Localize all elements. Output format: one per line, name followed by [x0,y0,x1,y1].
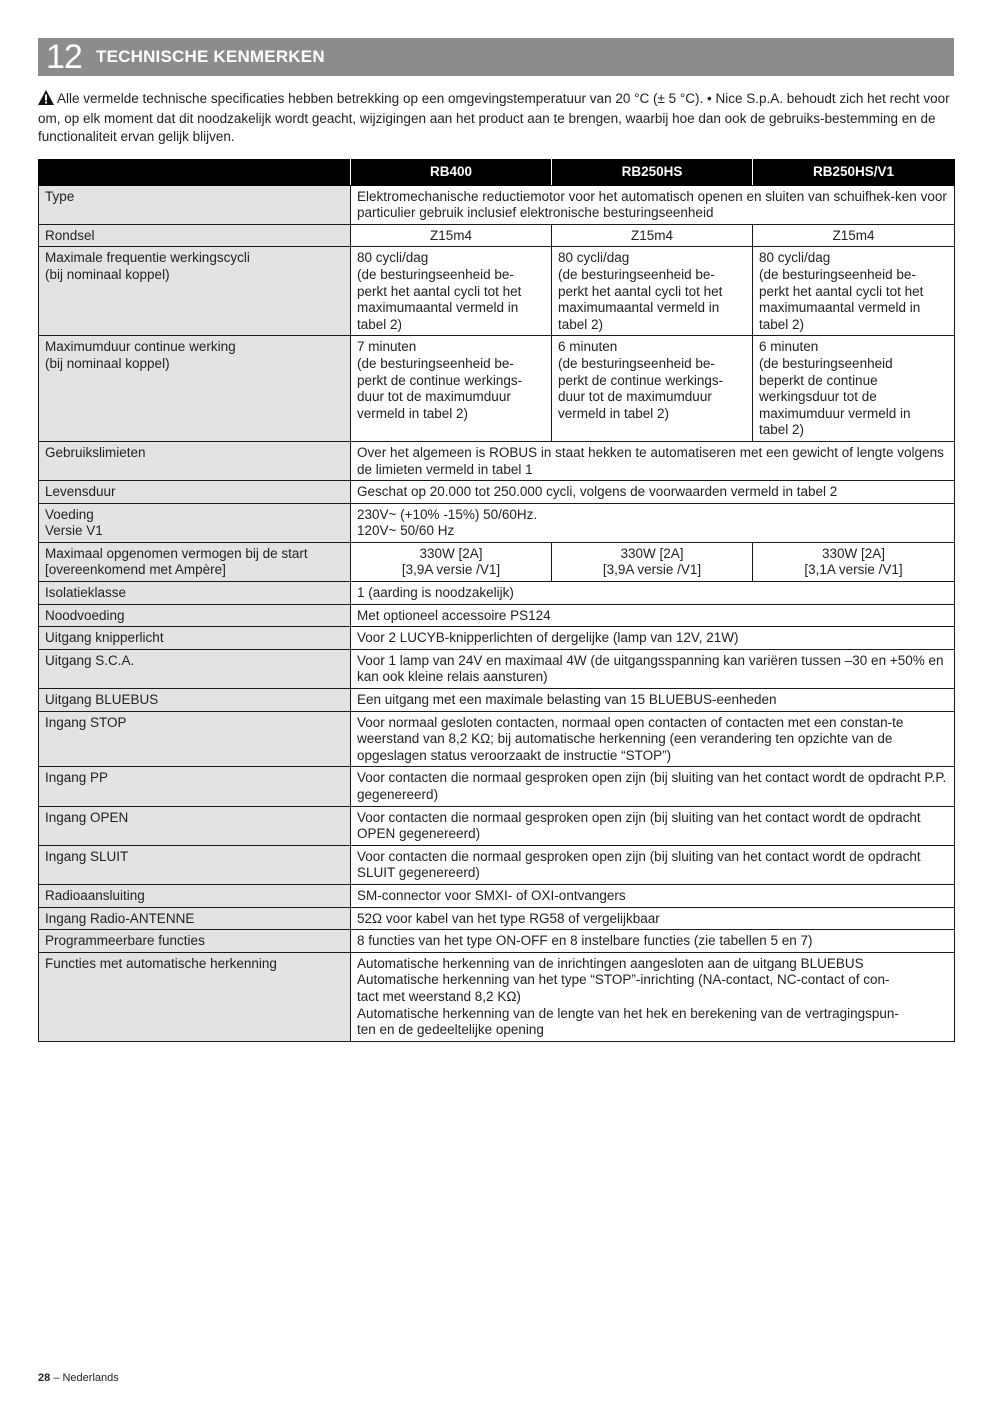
row-label: Ingang PP [39,767,351,806]
notice-text: Alle vermelde technische specificaties hebben betrekking op een omgevingstemperatuur van 20 °C (± 5 °C). • Nice S.p.A. behoudt zich het recht voor om, op elk moment dat dit noodzakelijk wordt geacht, wijzigingen aan het product aan te brengen, waarbij hoe dan ook de gebruiks-bestemming en de functionaliteit ervan gelijk blijven. [38,91,950,144]
row-label: Uitgang S.C.A. [39,649,351,688]
row-label: Isolatieklasse [39,582,351,605]
row-value: 52Ω voor kabel van het type RG58 of vergelijkbaar [351,907,955,930]
row-label: Levensduur [39,481,351,504]
row-value: Voor 2 LUCYB-knipperlichten of dergelijke (lamp van 12V, 21W) [351,627,955,650]
row-value: Geschat op 20.000 tot 250.000 cycli, volgens de voorwaarden vermeld in tabel 2 [351,481,955,504]
page-number: 28 [38,1372,51,1384]
column-header: RB250HS [552,160,753,186]
table-row [39,503,955,542]
row-label: Uitgang BLUEBUS [39,689,351,712]
row-label: Functies met automatische herkenning [39,952,351,1041]
row-value-rb250hs-v1: 80 cycli/dag (de besturingseenheid be- perkt het aantal cycli tot het maximumaantal vermeld in tabel 2) [753,247,955,336]
row-label: Noodvoeding [39,604,351,627]
row-value-rb400: 80 cycli/dag (de besturingseenheid be- perkt het aantal cycli tot het maximumaantal vermeld in tabel 2) [351,247,552,336]
row-label: Maximaal opgenomen vermogen bij de start [overeenkomend met Ampère] [39,542,351,581]
row-value: Met optioneel accessoire PS124 [351,604,955,627]
table-row [39,884,955,907]
table-row [39,627,955,650]
table-row [39,689,955,712]
row-value-rb400: Z15m4 [351,224,552,247]
row-label: Rondsel [39,224,351,247]
row-value: Een uitgang met een maximale belasting van 15 BLUEBUS-eenheden [351,689,955,712]
column-header: RB250HS/V1 [753,160,955,186]
row-value-rb250hs: Z15m4 [552,224,753,247]
row-label: Type [39,185,351,224]
spec-table [38,159,955,1042]
row-label: Ingang OPEN [39,806,351,845]
row-label: Gebruikslimieten [39,441,351,480]
row-value-rb250hs: 6 minuten (de besturingseenheid be- perkt de continue werkings- duur tot de maximumduur vermeld in tabel 2) [552,336,753,442]
row-label: Ingang Radio-ANTENNE [39,907,351,930]
row-value: Voor 1 lamp van 24V en maximaal 4W (de uitgangsspanning kan variëren tussen –30 en +50% en kan ook kleine relais aansturen) [351,649,955,688]
row-value: Voor contacten die normaal gesproken open zijn (bij sluiting van het contact wordt de opdracht P.P. gegenereerd) [351,767,955,806]
page-footer [38,1372,119,1384]
row-label: Ingang STOP [39,711,351,767]
table-row [39,481,955,504]
row-value: 230V~ (+10% -15%) 50/60Hz. 120V~ 50/60 Hz [351,503,955,542]
row-value-rb250hs: 330W [2A] [3,9A versie /V1] [552,542,753,581]
table-row [39,952,955,1041]
row-value: Voor contacten die normaal gesproken open zijn (bij sluiting van het contact wordt de opdracht SLUIT gegenereerd) [351,845,955,884]
spec-table-body [39,185,955,1041]
row-label: Maximumduur continue werking (bij nominaal koppel) [39,336,351,442]
table-row [39,247,955,336]
row-value: Automatische herkenning van de inrichtingen aangesloten aan de uitgang BLUEBUS Automatische herkenning van het type “STOP”-inrichting (NA-contact, NC-contact of con- tact met weerstand 8,2 KΩ) Automatische herkenning van de lengte van het hek en berekening van de vertragingspun- ten en de gedeeltelijke opening [351,952,955,1041]
row-value: 8 functies van het type ON-OFF en 8 instelbare functies (zie tabellen 5 en 7) [351,930,955,953]
row-label: Programmeerbare functies [39,930,351,953]
table-row [39,441,955,480]
row-value-rb250hs-v1: Z15m4 [753,224,955,247]
row-value-rb250hs-v1: 330W [2A] [3,1A versie /V1] [753,542,955,581]
row-label: Maximale frequentie werkingscycli (bij nominaal koppel) [39,247,351,336]
spec-header-row [39,160,955,186]
table-row [39,604,955,627]
row-value-rb250hs-v1: 6 minuten (de besturingseenheid beperkt de continue werkingsduur tot de maximumduur vermeld in tabel 2) [753,336,955,442]
table-row [39,649,955,688]
table-row [39,767,955,806]
footer-language: – Nederlands [53,1372,119,1384]
table-row [39,224,955,247]
table-row [39,185,955,224]
row-label: Uitgang knipperlicht [39,627,351,650]
table-row [39,336,955,442]
section-header [38,38,954,76]
row-value: Voor normaal gesloten contacten, normaal open contacten of contacten met een constan-te weerstand van 8,2 KΩ; bij automatische herkenning (een verandering ten opzichte van de opgeslagen status veroorzaakt de instructie “STOP”) [351,711,955,767]
row-label: Voeding Versie V1 [39,503,351,542]
row-label: Radioaansluiting [39,884,351,907]
table-row [39,542,955,581]
row-label: Ingang SLUIT [39,845,351,884]
row-value: Elektromechanische reductiemotor voor het automatisch openen en sluiten van schuifhek-ken voor particulier gebruik inclusief elektronische besturingseenheid [351,185,955,224]
row-value-rb250hs: 80 cycli/dag (de besturingseenheid be- perkt het aantal cycli tot het maximumaantal vermeld in tabel 2) [552,247,753,336]
warning-icon [38,90,54,110]
section-title: TECHNISCHE KENMERKEN [96,47,325,66]
section-number: 12 [46,38,82,76]
row-value: 1 (aarding is noodzakelijk) [351,582,955,605]
row-value: SM-connector voor SMXI- of OXI-ontvangers [351,884,955,907]
row-value: Voor contacten die normaal gesproken open zijn (bij sluiting van het contact wordt de opdracht OPEN gegenereerd) [351,806,955,845]
table-row [39,907,955,930]
row-value-rb400: 330W [2A] [3,9A versie /V1] [351,542,552,581]
header-blank-cell [39,160,351,186]
column-header: RB400 [351,160,552,186]
table-row [39,845,955,884]
table-row [39,930,955,953]
table-row [39,711,955,767]
row-value-rb400: 7 minuten (de besturingseenheid be- perkt de continue werkings- duur tot de maximumduur vermeld in tabel 2) [351,336,552,442]
table-row [39,582,955,605]
notice-paragraph [38,90,954,146]
row-value: Over het algemeen is ROBUS in staat hekken te automatiseren met een gewicht of lengte volgens de limieten vermeld in tabel 1 [351,441,955,480]
table-row [39,806,955,845]
